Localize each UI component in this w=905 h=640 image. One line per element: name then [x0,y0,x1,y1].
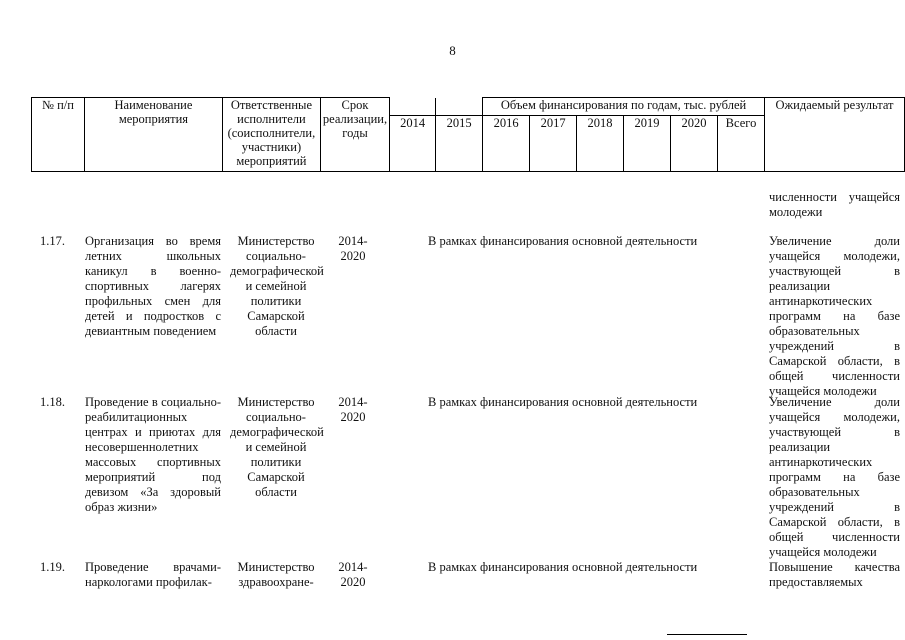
row-funding: В рамках финансирования основной деятельности [428,560,698,574]
row-num: 1.17. [40,234,65,248]
row-term: 2014-2020 [338,560,368,589]
page-number: 8 [449,43,456,58]
header-year-2017: 2017 [530,116,577,172]
row-responsible: Министерство социально-демографической и семейной политики Самарской области [230,395,324,499]
row-result: Повышение качества предоставляемых [769,560,900,589]
header-year-2020: 2020 [671,116,718,172]
continued-result: численности учащейся молодежи [769,190,900,219]
header-name: Наименование мероприятия [84,98,222,172]
row-name: Организация во время летних школьных каникул в военно-спортивных лагерях профильных смен для детей и подростков с девиантным поведением [85,234,221,338]
row-responsible: Министерство социально-демографической и семейной политики Самарской области [230,234,324,338]
header-year-2018: 2018 [577,116,624,172]
row-term: 2014-2020 [338,234,368,263]
header-term: Срок реализации, годы [320,98,389,172]
header-funding-title: Объем финансирования по годам, тыс. рублей [483,98,765,116]
row-funding: В рамках финансирования основной деятельности [428,395,698,409]
row-result: Увеличение доли учащейся молодежи, участвующей в реализации антинаркотических программ на базе образовательных учреждений в Самарской области, в общей численности учащейся молодежи [769,234,900,398]
header-total: Всего [718,116,765,172]
row-num: 1.19. [40,560,65,574]
footer-rule [667,634,747,635]
row-responsible: Министерство здравоохране- [237,560,315,589]
header-year-2015: 2015 [436,116,483,172]
header-num: № п/п [32,98,85,172]
row-name: Проведение в социально-реабилитационных центрах и приютах для несовершеннолетних массовых спортивных мероприятий под девизом «За здоровый образ жизни» [85,395,221,514]
header-result: Ожидаемый результат [765,98,905,172]
header-year-2014: 2014 [390,116,436,172]
table-header [31,97,905,172]
row-term: 2014-2020 [338,395,368,424]
header-year-2019: 2019 [624,116,671,172]
row-result: Увеличение доли учащейся молодежи, участвующей в реализации антинаркотических программ на базе образовательных учреждений в Самарской области, в общей численности учащейся молодежи [769,395,900,559]
row-funding: В рамках финансирования основной деятельности [428,234,698,248]
header-year-2016: 2016 [483,116,530,172]
row-num: 1.18. [40,395,65,409]
header-responsible: Ответственные исполнители (соисполнители, участники) мероприятий [222,98,320,172]
row-name: Проведение врачами-наркологами профилак- [85,560,221,589]
